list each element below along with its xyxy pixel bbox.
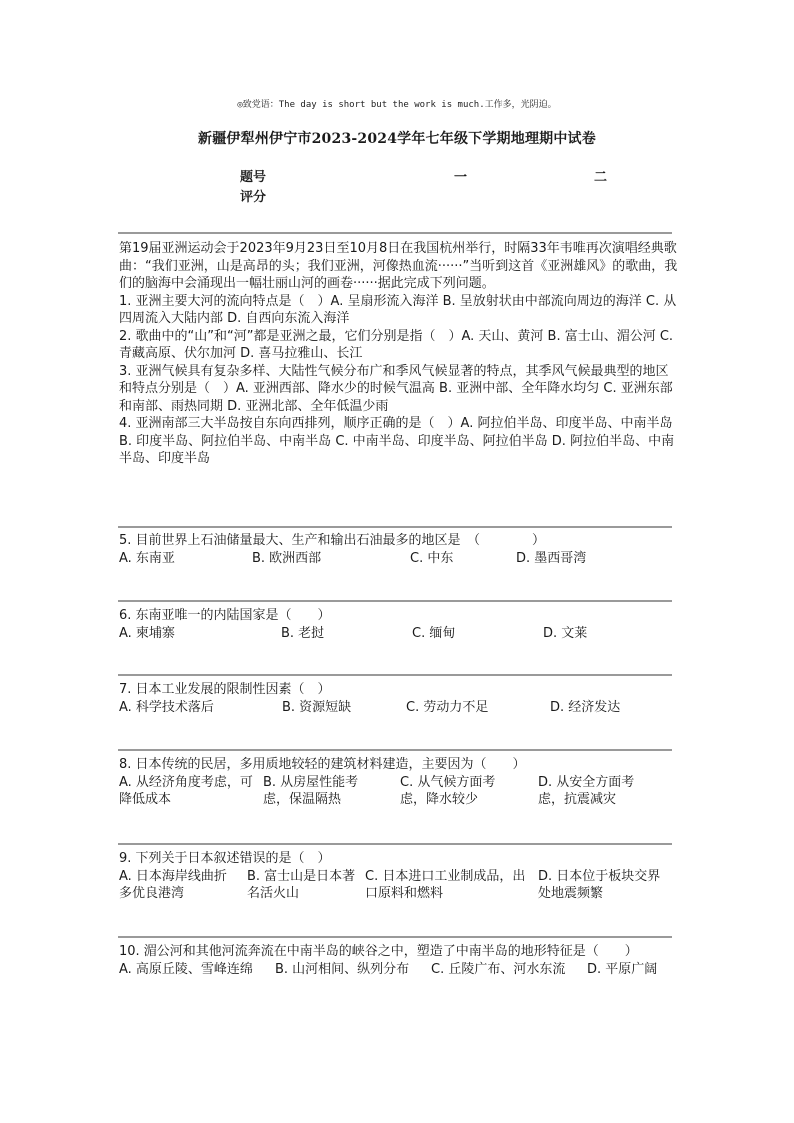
option-c: C. 日本进口工业制成品，出口原料和燃料: [365, 868, 526, 901]
option-d: D. 日本位于板块交界处地震频繁: [538, 868, 661, 901]
question-3: 3. 亚洲气候具有复杂多样、大陆性气候分布广和季风气候显著的特点，其季风气候最典型的地区和特点分别是（ ）A. 亚洲西部、降水少的时候气温高 B. 亚洲中部、全年降水均匀 C. 亚洲东部和南部、雨热同期 D. 亚洲北部、全年低温少雨: [119, 363, 673, 414]
option-b: B. 山河相间、纵列分布: [275, 961, 410, 977]
divider: [118, 843, 672, 845]
options-row: [119, 774, 679, 810]
options-row: [119, 625, 679, 645]
divider: [118, 936, 672, 938]
option-b: B. 富士山是日本著名活火山: [247, 868, 356, 901]
option-d: D. 经济发达: [550, 699, 621, 715]
options-row: [119, 550, 679, 570]
option-a: A. 从经济角度考虑，可降低成本: [119, 774, 253, 807]
option-c: C. 劳动力不足: [406, 699, 489, 715]
page-title: 新疆伊犁州伊宁市2023-2024学年七年级下学期地理期中试卷: [198, 131, 596, 147]
divider: [118, 526, 672, 528]
option-a: A. 东南亚: [119, 550, 175, 566]
score-table-section-two: 二: [594, 170, 608, 185]
question-2: 2. 歌曲中的“山”和“河”都是亚洲之最，它们分别是指（ ）A. 天山、黄河 B. 富士山、湄公河 C. 青藏高原、伏尔加河 D. 喜马拉雅山、长江: [119, 328, 674, 361]
passage-section: [119, 240, 679, 468]
option-b: B. 从房屋性能考虑，保温隔热: [263, 774, 359, 807]
question-stem: 8. 日本传统的民居，多用质地较轻的建筑材料建造，主要因为（ ）: [119, 757, 526, 772]
option-b: B. 老挝: [281, 625, 325, 641]
question-1: 1. 亚洲主要大河的流向特点是（ ）A. 呈扇形流入海洋 B. 呈放射状由中部流向周边的海洋 C. 从四周流入大陆内部 D. 自西向东流入海洋: [119, 293, 677, 326]
option-c: C. 从气候方面考虑，降水较少: [400, 774, 496, 807]
score-table: [240, 166, 640, 206]
question-7: [119, 681, 679, 719]
score-table-label-score: 评分: [240, 190, 267, 205]
score-table-section-one: 一: [454, 170, 468, 185]
option-c: C. 丘陵广布、河水东流: [431, 961, 566, 977]
options-row: [119, 868, 679, 904]
question-5: [119, 532, 679, 570]
option-d: D. 文莱: [543, 625, 588, 641]
question-stem: 10. 湄公河和其他河流奔流在中南半岛的峡谷之中，塑造了中南半岛的地形特征是（ ）: [119, 944, 638, 959]
option-d: D. 墨西哥湾: [516, 550, 587, 566]
option-a: A. 科学技术落后: [119, 699, 214, 715]
option-a: A. 日本海岸线曲折多优良港湾: [119, 868, 227, 901]
question-stem: 9. 下列关于日本叙述错误的是（ ）: [119, 851, 331, 866]
option-a: A. 柬埔寨: [119, 625, 175, 641]
option-b: B. 资源短缺: [282, 699, 352, 715]
question-6: [119, 607, 679, 645]
page-motto: ◎致党语：The day is short but the work is much.工作多，光阴迫。: [237, 100, 557, 110]
option-d: D. 从安全方面考虑，抗震减灾: [538, 774, 635, 807]
question-9: [119, 850, 679, 904]
question-stem: 7. 日本工业发展的限制性因素（ ）: [119, 682, 331, 697]
options-row: [119, 961, 679, 997]
option-d: D. 平原广阔: [587, 961, 658, 977]
divider: [118, 232, 672, 234]
question-stem: 6. 东南亚唯一的内陆国家是（ ）: [119, 608, 331, 623]
option-b: B. 欧洲西部: [252, 550, 322, 566]
divider: [118, 600, 672, 602]
option-c: C. 中东: [410, 550, 454, 566]
score-table-score-row: [240, 186, 640, 206]
option-c: C. 缅甸: [412, 625, 456, 641]
score-table-header-row: [240, 166, 640, 186]
option-a: A. 高原丘陵、雪峰连绵: [119, 961, 253, 977]
divider: [118, 674, 672, 676]
question-stem: 5. 目前世界上石油储量最大、生产和输出石油最多的地区是 （ ）: [119, 533, 546, 548]
divider: [118, 749, 672, 751]
score-table-label-number: 题号: [240, 170, 267, 185]
passage-intro: 第19届亚洲运动会于2023年9月23日至10月8日在我国杭州举行，时隔33年韦唯再次演唱经典歌曲：“我们亚洲，山是高昂的头；我们亚洲，河像热血流······”当听到这首《亚洲雄风》的歌曲，我们的脑海中会涌现出一幅壮丽山河的画卷······据此完成下列问题。: [119, 241, 678, 291]
question-8: [119, 756, 679, 810]
options-row: [119, 699, 679, 719]
question-10: [119, 943, 679, 997]
question-4: 4. 亚洲南部三大半岛按自东向西排列，顺序正确的是（ ）A. 阿拉伯半岛、印度半岛、中南半岛 B. 印度半岛、阿拉伯半岛、中南半岛 C. 中南半岛、印度半岛、阿拉伯半岛 D. 阿拉伯半岛、中南半岛、印度半岛: [119, 416, 675, 466]
